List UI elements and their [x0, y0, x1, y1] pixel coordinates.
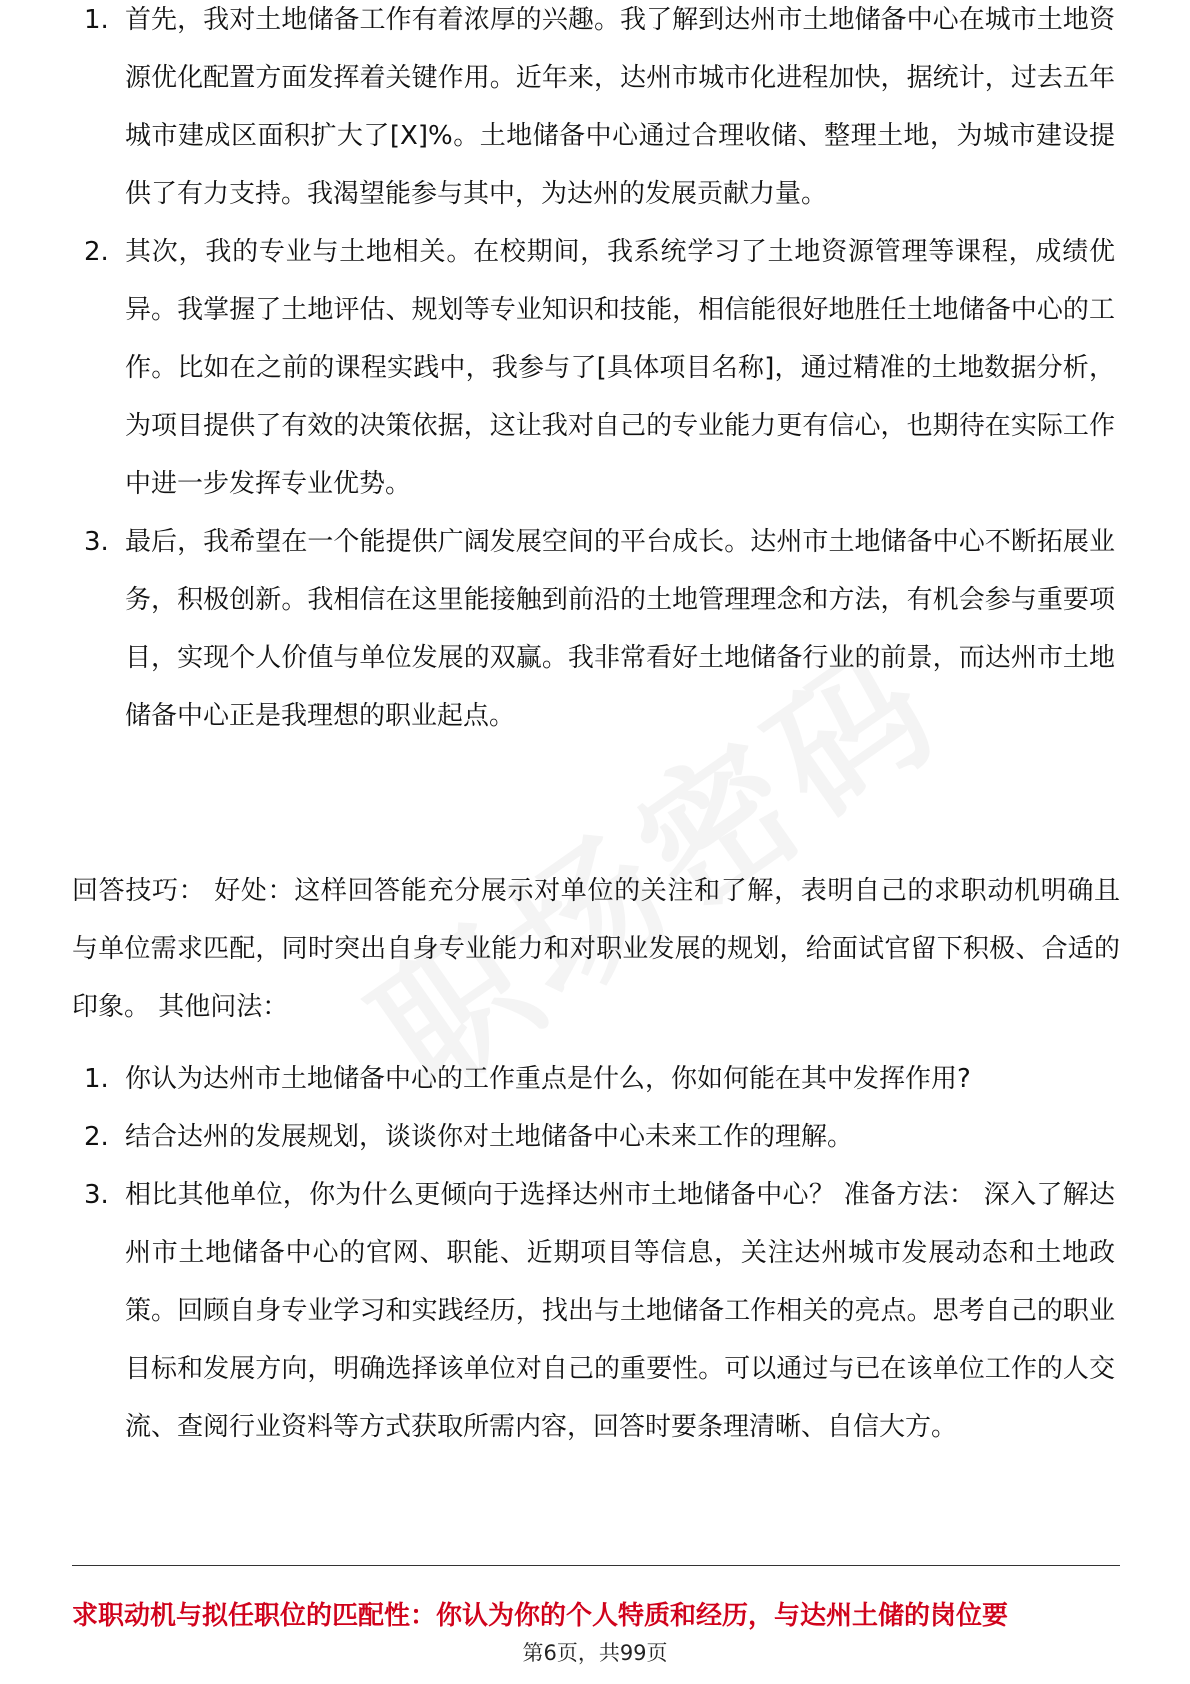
- list-item-text: 结合达州的发展规划，谈谈你对土地储备中心未来工作的理解。: [125, 1122, 854, 1152]
- reasons-list: [0, 0, 1190, 745]
- list-item-text: 首先，我对土地储备工作有着浓厚的兴趣。我了解到达州市土地储备中心在城市土地资源优化配置方面发挥着关键作用。近年来，达州市城市化进程加快，据统计，过去五年城市建成区面积扩大了[X]%。土地储备中心通过合理收储、整理土地，为城市建设提供了有力支持。我渴望能参与其中，为达州的发展贡献力量。: [125, 5, 1115, 209]
- next-question-heading: 求职动机与拟任职位的匹配性：你认为你的个人特质和经历，与达州土储的岗位要: [72, 1601, 1009, 1631]
- list-item-number: 3.: [84, 1180, 109, 1210]
- list-item-text: 相比其他单位，你为什么更倾向于选择达州市土地储备中心？ 准备方法： 深入了解达州市土地储备中心的官网、职能、近期项目等信息，关注达州城市发展动态和土地政策。回顾自身专业学习和实践经历，找出与土地储备工作相关的亮点。思考自己的职业目标和发展方向，明确选择该单位对自己的重要性。可以通过与已在该单位工作的人交流、查阅行业资料等方式获取所需内容，回答时要条理清晰、自信大方。: [125, 1180, 1115, 1442]
- list-item-text: 最后，我希望在一个能提供广阔发展空间的平台成长。达州市土地储备中心不断拓展业务，积极创新。我相信在这里能接触到前沿的土地管理理念和方法，有机会参与重要项目，实现个人价值与单位发展的双赢。我非常看好土地储备行业的前景，而达州市土地储备中心正是我理想的职业起点。: [125, 527, 1115, 731]
- list-item: [0, 1108, 1190, 1166]
- list-item-text: 其次，我的专业与土地相关。在校期间，我系统学习了土地资源管理等课程，成绩优异。我掌握了土地评估、规划等专业知识和技能，相信能很好地胜任土地储备中心的工作。比如在之前的课程实践中，我参与了[具体项目名称]，通过精准的土地数据分析，为项目提供了有效的决策依据，这让我对自己的专业能力更有信心，也期待在实际工作中进一步发挥专业优势。: [125, 237, 1115, 499]
- list-item-number: 2.: [84, 237, 109, 267]
- answer-tips-paragraph: 回答技巧： 好处：这样回答能充分展示对单位的关注和了解，表明自己的求职动机明确且与单位需求匹配，同时突出自身专业能力和对职业发展的规划，给面试官留下积极、合适的印象。 其他问法：: [72, 876, 1120, 1022]
- page-number: 第6页，共99页: [522, 1641, 668, 1665]
- list-item-number: 3.: [84, 527, 109, 557]
- list-item: [0, 223, 1190, 513]
- section-divider: [72, 1565, 1120, 1566]
- list-item: [0, 1166, 1190, 1456]
- list-item: [0, 0, 1190, 223]
- list-item-text: 你认为达州市土地储备中心的工作重点是什么，你如何能在其中发挥作用?: [125, 1064, 971, 1094]
- list-item: [0, 513, 1190, 745]
- list-item-number: 1.: [84, 5, 109, 35]
- other-questions-list: [0, 1050, 1190, 1456]
- list-item: [0, 1050, 1190, 1108]
- list-item-number: 1.: [84, 1064, 109, 1094]
- list-item-number: 2.: [84, 1122, 109, 1152]
